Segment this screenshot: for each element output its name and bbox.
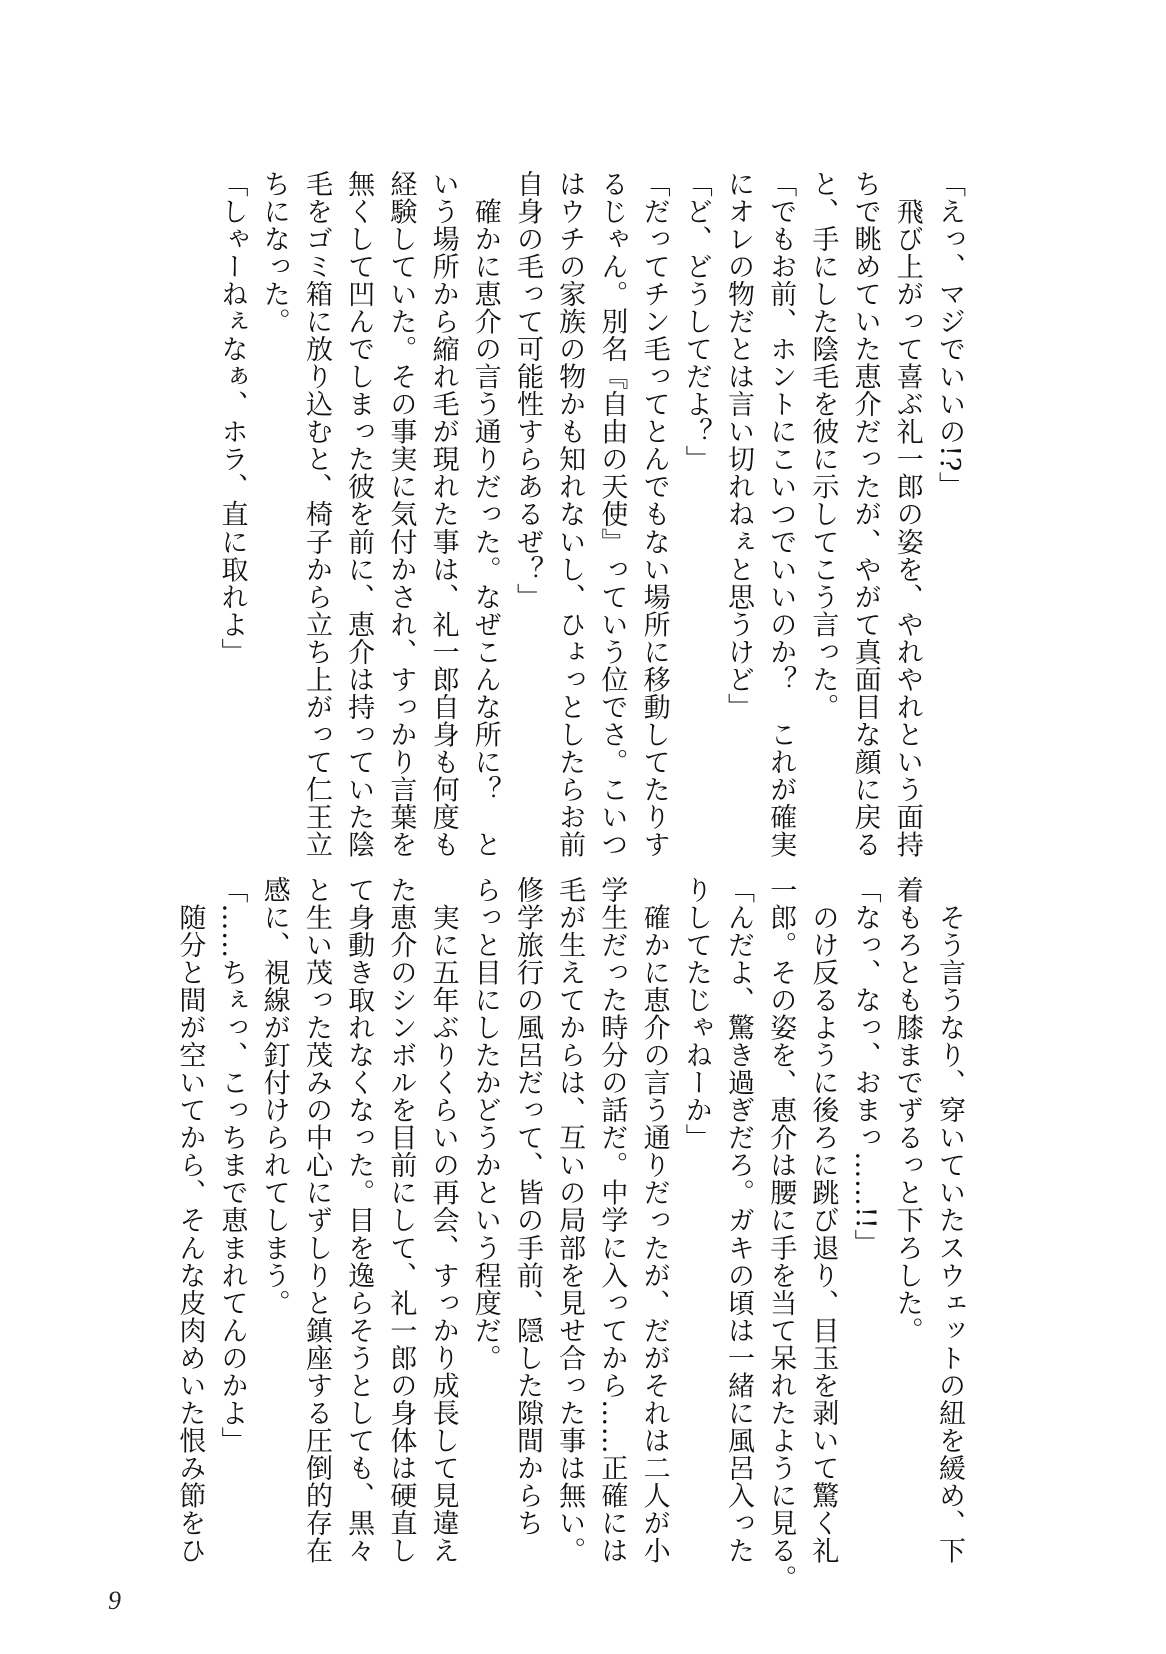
text-line: 無くして凹んでしまった彼を前に、恵介は持っていた陰	[343, 170, 375, 859]
text-line: 「ど、どうしてだよ？」	[680, 170, 712, 473]
page-number: 9	[108, 1586, 121, 1615]
text-line: 飛び上がって喜ぶ礼一郎の姿を、やれやれという面持	[891, 170, 923, 859]
text-line: 毛をゴミ箱に放り込むと、椅子から立ち上がって仁王立	[300, 170, 332, 859]
text-line: にオレの物だとは言い切れねぇと思うけど」	[722, 170, 754, 721]
text-line: 実に五年ぶりくらいの再会、すっかり成長して見違え	[427, 876, 459, 1565]
text-line: と、手にした陰毛を彼に示してこう言った。	[807, 170, 839, 721]
text-line: 「えっ、マジでいいの!?」	[934, 170, 965, 500]
text-line: 修学旅行の風呂だって、皆の手前、隠した隙間からち	[511, 876, 543, 1537]
text-line: 「しゃーねぇなぁ、ホラ、直に取れよ」	[216, 170, 248, 666]
text-line: 「なっ、なっ、おまっ……!!」	[849, 876, 881, 1257]
text-block-bottom	[174, 876, 970, 1593]
text-line: た恵介のシンボルを目前にして、礼一郎の身体は硬直し	[385, 876, 417, 1565]
text-line: ちになった。	[258, 170, 290, 336]
text-line: 学生だった時分の話だ。中学に入ってから……正確には	[596, 876, 628, 1565]
text-line: て身動き取れなくなった。目を逸らそうとしても、黒々	[343, 876, 375, 1565]
text-line: らっと目にしたかどうかという程度だ。	[469, 876, 501, 1372]
text-line: 「でもお前、ホントにこいつでいいのか？ これが確実	[765, 170, 797, 859]
text-line: のけ反るように後ろに跳び退り、目玉を剥いて驚く礼	[807, 876, 839, 1565]
text-line: 「……ちぇっ、こっちまで恵まれてんのかよ」	[216, 876, 248, 1455]
text-line: 随分と間が空いてから、そんな皮肉めいた恨み節をひ	[174, 876, 206, 1565]
text-line: りしてたじゃねーか」	[680, 876, 712, 1152]
text-line: ちで眺めていた恵介だったが、やがて真面目な顔に戻る	[849, 170, 881, 859]
text-line: 経験していた。その事実に気付かされ、すっかり言葉を	[385, 170, 417, 859]
text-line: いう場所から縮れ毛が現れた事は、礼一郎自身も何度も	[427, 170, 459, 859]
text-line: はウチの家族の物かも知れないし、ひょっとしたらお前	[554, 170, 586, 859]
text-line: そう言うなり、穿いていたスウェットの紐を緩め、下	[934, 876, 965, 1565]
text-line: と生い茂った茂みの中心にずしりと鎮座する圧倒的存在	[300, 876, 332, 1565]
text-line: るじゃん。別名『自由の天使』っていう位でさ。こいつ	[596, 170, 628, 859]
text-line: 「んだよ、驚き過ぎだろ。ガキの頃は一緒に風呂入った	[722, 876, 754, 1565]
text-line: 感に、視線が釘付けられてしまう。	[258, 876, 290, 1317]
text-line: 毛が生えてからは、互いの局部を見せ合った事は無い。	[554, 876, 586, 1565]
text-line: 自身の毛って可能性すらあるぜ？」	[511, 170, 543, 611]
text-line: 一郎。その姿を、恵介は腰に手を当て呆れたように見る。	[765, 876, 797, 1593]
text-line: 着もろとも膝までずるっと下ろした。	[891, 876, 923, 1345]
text-line: 確かに恵介の言う通りだったが、だがそれは二人が小	[638, 876, 670, 1565]
text-block-top	[190, 170, 970, 859]
text-line: 確かに恵介の言う通りだった。なぜこんな所に？ と	[469, 170, 501, 859]
text-line: 「だってチン毛ってとんでもない場所に移動してたりす	[638, 170, 670, 859]
